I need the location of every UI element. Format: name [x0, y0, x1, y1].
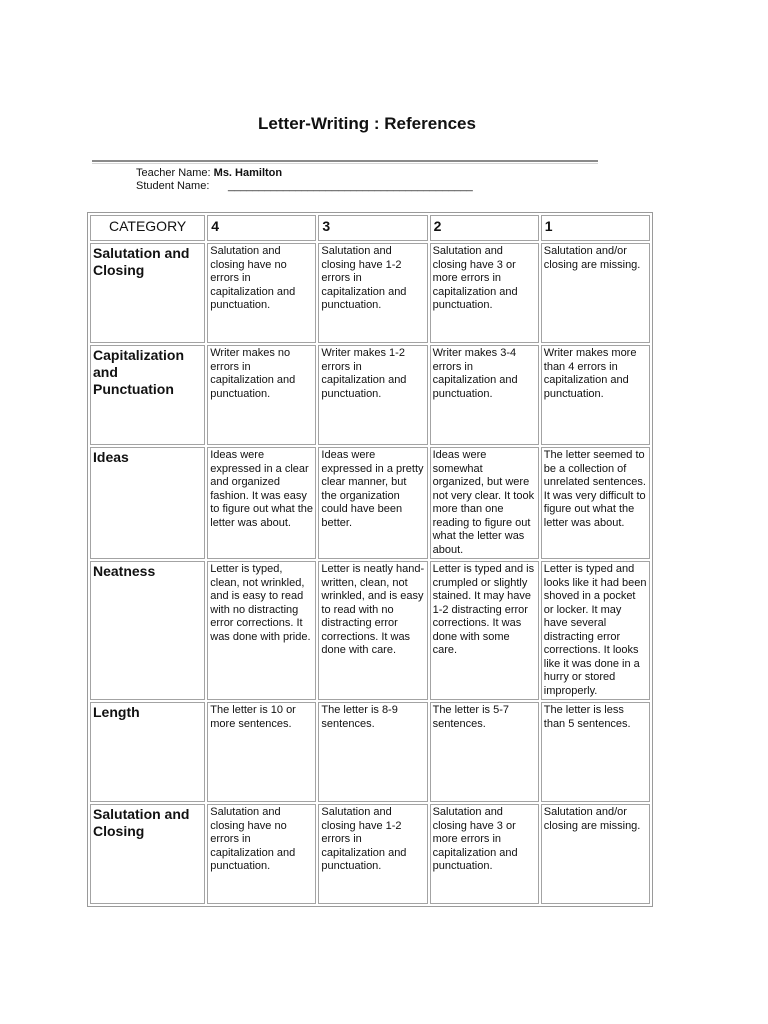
header-score-2: 2 — [430, 215, 539, 241]
score-cell: Salutation and closing have 1-2 errors in capitalization and punctuation. — [318, 804, 427, 904]
page-title: Letter-Writing : References — [258, 114, 476, 133]
category-cell: Salutation and Closing — [90, 804, 205, 904]
header-row — [90, 215, 650, 241]
score-cell: The letter is 5-7 sentences. — [430, 702, 539, 802]
category-cell: Length — [90, 702, 205, 802]
score-cell: The letter is less than 5 sentences. — [541, 702, 650, 802]
score-cell: The letter is 10 or more sentences. — [207, 702, 316, 802]
header-score-4: 4 — [207, 215, 316, 241]
category-cell: Salutation and Closing — [90, 243, 205, 343]
table-row — [90, 804, 650, 904]
score-cell: Letter is neatly hand-written, clean, not wrinkled, and is easy to read with no distracting error corrections. It was done with care. — [318, 561, 427, 700]
score-cell: Writer makes more than 4 errors in capitalization and punctuation. — [541, 345, 650, 445]
table-row — [90, 561, 650, 700]
score-cell: The letter seemed to be a collection of unrelated sentences. It was very difficult to figure out what the letter was about. — [541, 447, 650, 559]
student-name-line — [136, 180, 473, 193]
table-row — [90, 243, 650, 343]
teacher-name-line — [136, 167, 282, 180]
category-cell: Neatness — [90, 561, 205, 700]
category-cell: Capitalization and Punctuation — [90, 345, 205, 445]
header-score-1: 1 — [541, 215, 650, 241]
table-row — [90, 447, 650, 559]
divider — [92, 160, 598, 164]
header-category: CATEGORY — [90, 215, 205, 241]
table-row — [90, 345, 650, 445]
score-cell: Salutation and closing have 3 or more errors in capitalization and punctuation. — [430, 243, 539, 343]
score-cell: Letter is typed and is crumpled or slightly stained. It may have 1-2 distracting error corrections. It was done with some care. — [430, 561, 539, 700]
score-cell: Salutation and/or closing are missing. — [541, 243, 650, 343]
student-name-label: Student Name: — [136, 180, 210, 192]
category-cell: Ideas — [90, 447, 205, 559]
score-cell: The letter is 8-9 sentences. — [318, 702, 427, 802]
score-cell: Salutation and closing have no errors in capitalization and punctuation. — [207, 243, 316, 343]
score-cell: Salutation and closing have no errors in capitalization and punctuation. — [207, 804, 316, 904]
score-cell: Ideas were expressed in a clear and organized fashion. It was easy to figure out what the letter was about. — [207, 447, 316, 559]
teacher-name-label: Teacher Name: — [136, 167, 211, 179]
score-cell: Ideas were expressed in a pretty clear manner, but the organization could have been better. — [318, 447, 427, 559]
rubric-table — [87, 212, 653, 907]
score-cell: Salutation and closing have 1-2 errors in capitalization and punctuation. — [318, 243, 427, 343]
score-cell: Writer makes no errors in capitalization and punctuation. — [207, 345, 316, 445]
score-cell: Writer makes 3-4 errors in capitalization and punctuation. — [430, 345, 539, 445]
score-cell: Letter is typed, clean, not wrinkled, and is easy to read with no distracting error corrections. It was done with pride. — [207, 561, 316, 700]
score-cell: Salutation and closing have 3 or more errors in capitalization and punctuation. — [430, 804, 539, 904]
score-cell: Salutation and/or closing are missing. — [541, 804, 650, 904]
student-name-blank: ________________________________________ — [228, 180, 473, 192]
score-cell: Writer makes 1-2 errors in capitalization and punctuation. — [318, 345, 427, 445]
score-cell: Ideas were somewhat organized, but were not very clear. It took more than one reading to figure out what the letter was about. — [430, 447, 539, 559]
table-row — [90, 702, 650, 802]
teacher-name-value: Ms. Hamilton — [213, 167, 283, 179]
header-score-3: 3 — [318, 215, 427, 241]
score-cell: Letter is typed and looks like it had been shoved in a pocket or locker. It may have several distracting error corrections. It looks like it was done in a hurry or stored improperly. — [541, 561, 650, 700]
